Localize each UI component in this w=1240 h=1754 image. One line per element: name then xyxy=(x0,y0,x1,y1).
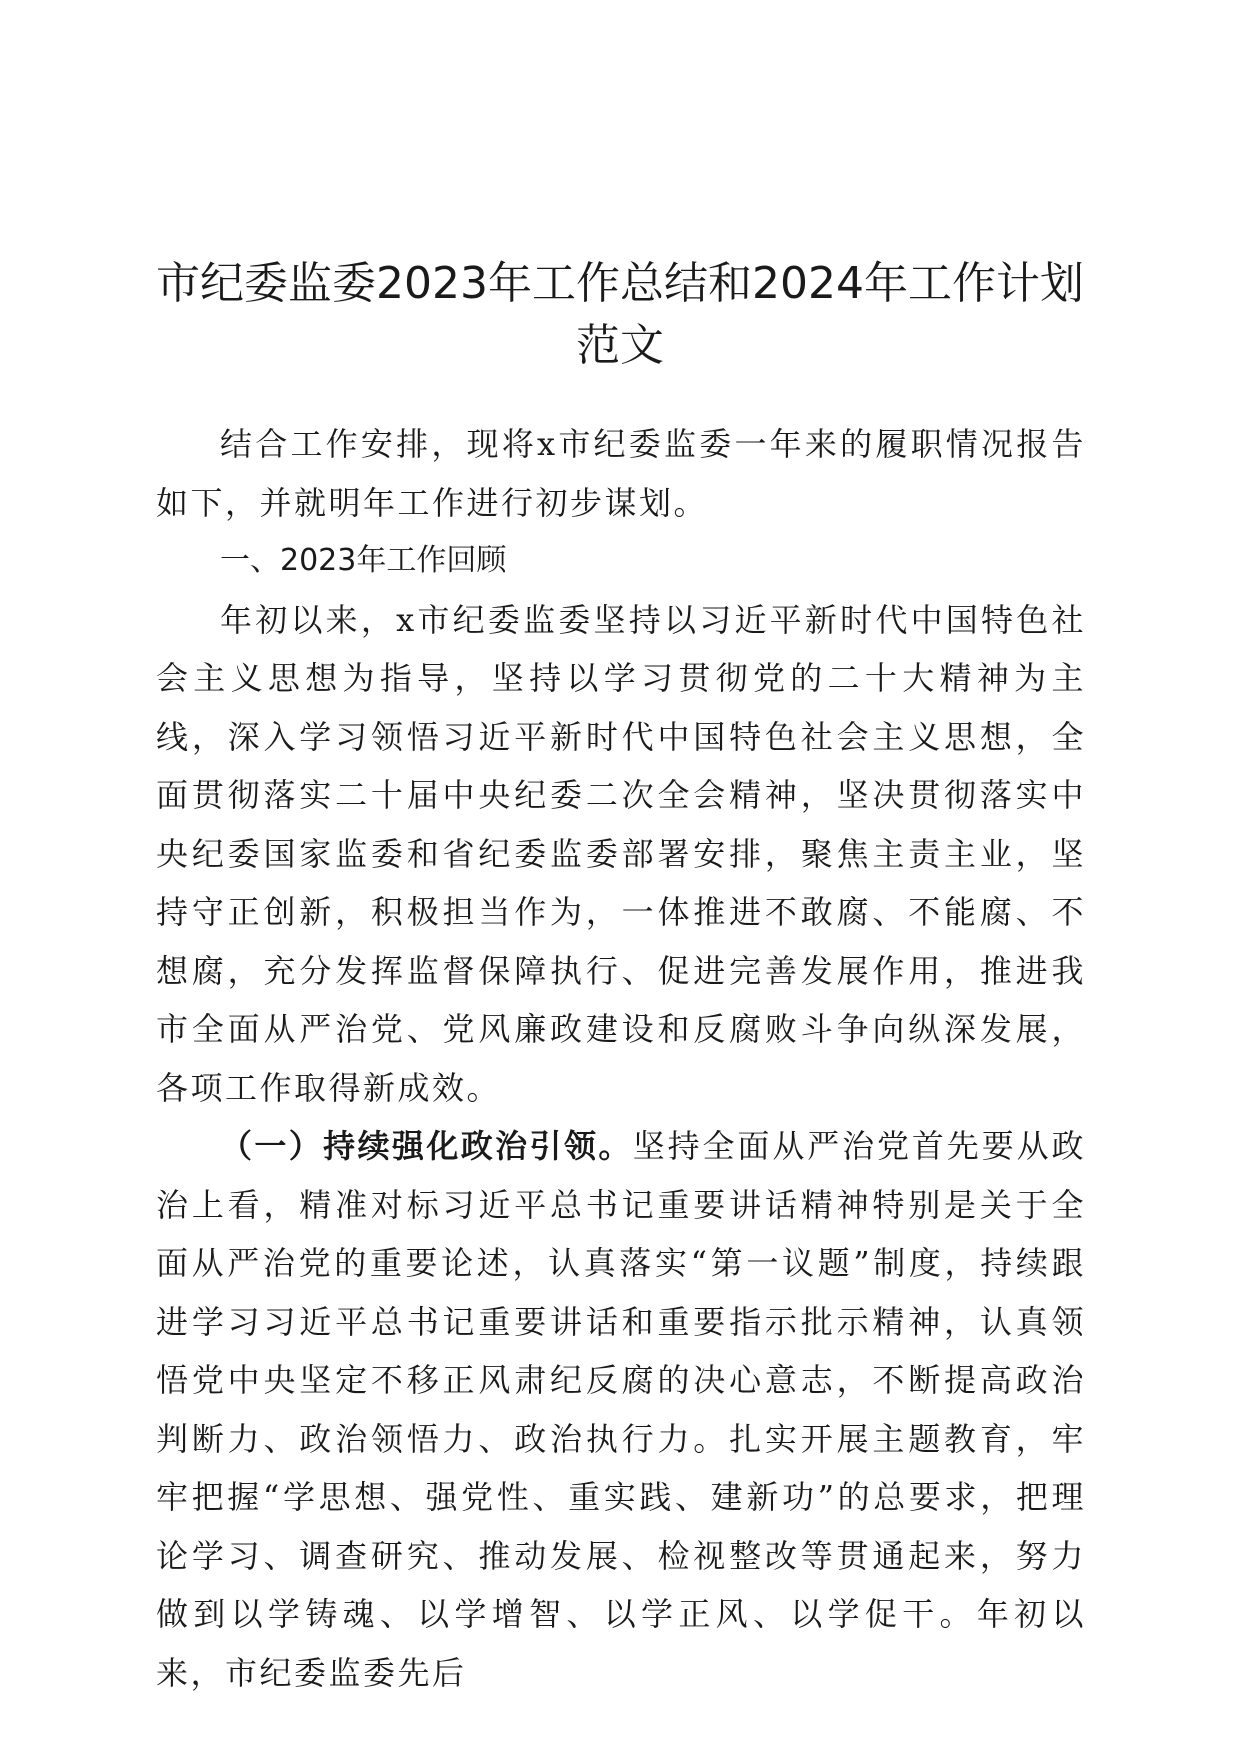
item-paragraph xyxy=(156,1117,1086,1702)
intro-paragraph: 结合工作安排，现将x市纪委监委一年来的履职情况报告如下，并就明年工作进行初步谋划。 xyxy=(156,425,1086,522)
overview-paragraph: 年初以来，x市纪委监委坚持以习近平新时代中国特色社会主义思想为指导，坚持以学习贯彻党的二十大精神为主线，深入学习领悟习近平新时代中国特色社会主义思想，全面贯彻落实二十届中央纪委二次全会精神，坚决贯彻落实中央纪委国家监委和省纪委监委部署安排，聚焦主责主业，坚持守正创新，积极担当作为，一体推进不敢腐、不能腐、不想腐，充分发挥监督保障执行、促进完善发展作用，推进我市全面从严治党、党风廉政建设和反腐败斗争向纵深发展，各项工作取得新成效。 xyxy=(156,600,1086,1107)
document-title: 市纪委监委2023年工作总结和2024年工作计划范文 xyxy=(156,258,1084,371)
item-text: 坚持全面从严治党首先要从政治上看，精准对标习近平总书记重要讲话精神特别是关于全面从严治党的重要论述，认真落实“第一议题”制度，持续跟进学习习近平总书记重要讲话和重要指示批示精神，认真领悟党中央坚定不移正风肃纪反腐的决心意志，不断提高政治判断力、政治领悟力、政治执行力。扎实开展主题教育，牢牢把握“学思想、强党性、重实践、建新功”的总要求，把理论学习、调查研究、推动发展、检视整改等贯通起来，努力做到以学铸魂、以学增智、以学正风、以学促干。年初以来，市纪委监委先后 xyxy=(156,1127,1086,1692)
item-lead: （一）持续强化政治引领。 xyxy=(220,1127,633,1165)
section-heading: 一、2023年工作回顾 xyxy=(220,543,507,578)
document-body xyxy=(156,415,1086,1702)
